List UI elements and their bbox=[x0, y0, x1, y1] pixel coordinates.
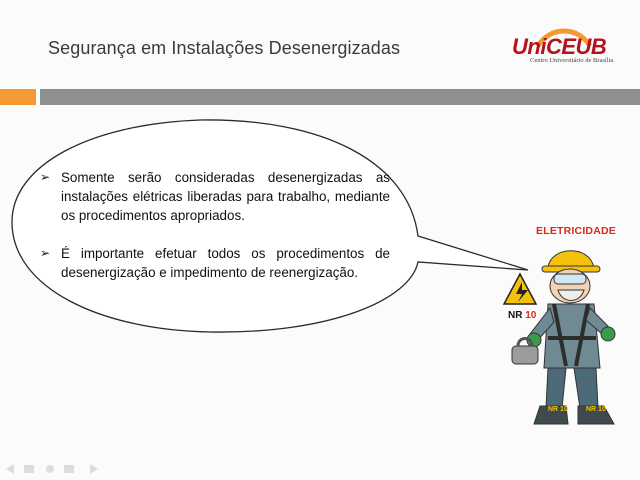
nr-number: 10 bbox=[525, 310, 537, 321]
boot-right-label: NR 10 bbox=[586, 406, 606, 413]
bullet-text: Somente serão consideradas desenergizadas as instalações elétricas liberadas para trabalho, mediante os procedimentos apropriados. bbox=[61, 170, 390, 223]
bullet-arrow-icon: ➢ bbox=[40, 246, 51, 260]
boot-left-label: NR 10 bbox=[548, 406, 568, 413]
nr-prefix: NR bbox=[508, 310, 523, 321]
electrician-worker-illustration bbox=[490, 238, 630, 428]
bullet-item bbox=[40, 168, 390, 225]
presentation-controls[interactable] bbox=[4, 462, 124, 476]
bullet-item bbox=[40, 244, 390, 282]
eletricidade-banner: ELETRICIDADE bbox=[536, 225, 616, 237]
logo-wordmark: UniCEUB bbox=[512, 34, 607, 59]
bullet-arrow-icon: ➢ bbox=[40, 170, 51, 184]
nr10-sign-label bbox=[508, 310, 536, 321]
slide-title: Segurança em Instalações Desenergizadas bbox=[48, 38, 401, 58]
bullet-list bbox=[40, 168, 390, 301]
logo-subtitle: Centro Universitário de Brasília bbox=[530, 57, 614, 64]
bullet-text: É importante efetuar todos os procedimentos de desenergização e impedimento de reenergização. bbox=[61, 246, 390, 280]
